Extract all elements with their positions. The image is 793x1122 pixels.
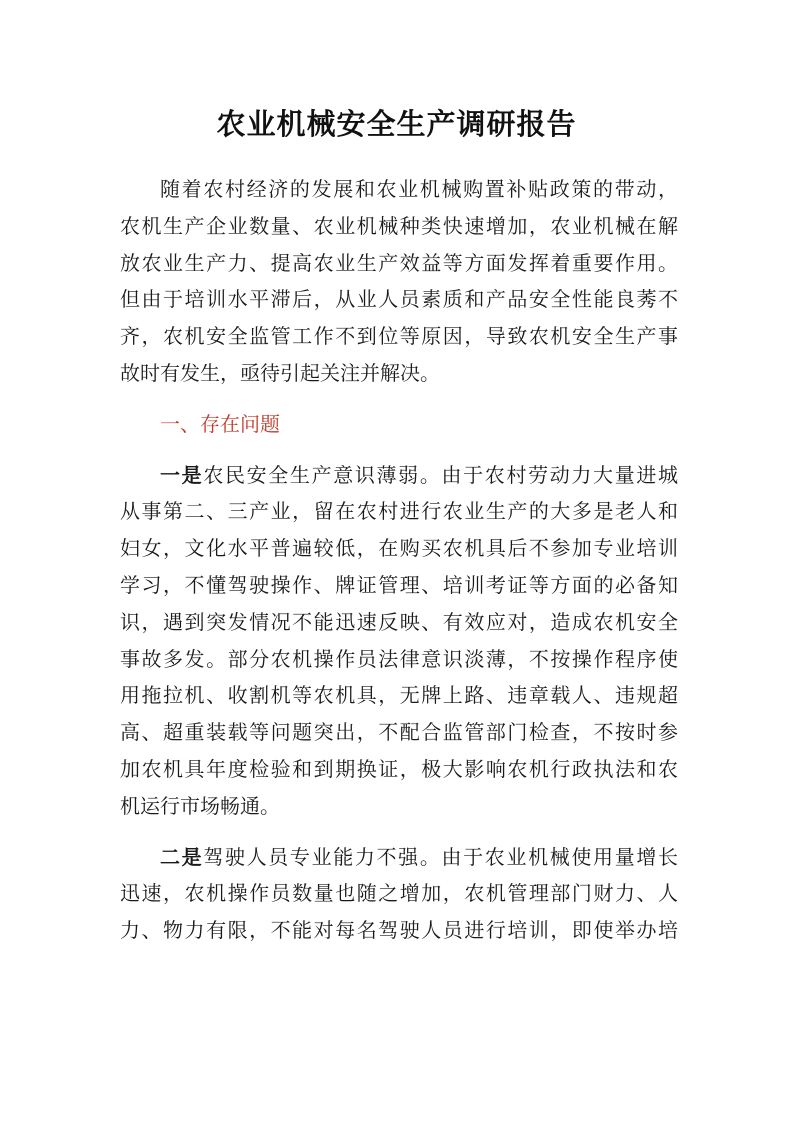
text-line: 妇女，文化水平普遍较低，在购买农机具后不参加专业培训 bbox=[120, 536, 678, 561]
text-line: 齐，农机安全监管工作不到位等原因，导致农机安全生产事 bbox=[120, 324, 678, 349]
point-lead: 二是 bbox=[160, 844, 204, 869]
text-line: 学习，不懂驾驶操作、牌证管理、培训考证等方面的必备知 bbox=[120, 572, 678, 597]
document-title: 农业机械安全生产调研报告 bbox=[216, 107, 577, 141]
point-text: 驾驶人员专业能力不强。由于农业机械使用量增长 bbox=[203, 844, 678, 869]
text-line: 从事第二、三产业，留在农村进行农业生产的大多是老人和 bbox=[120, 499, 678, 524]
text-line: 农机生产企业数量、农业机械种类快速增加，农业机械在解 bbox=[120, 213, 678, 238]
document-body bbox=[120, 171, 678, 949]
text-line: 用拖拉机、收割机等农机具，无牌上路、违章载人、违规超 bbox=[120, 683, 678, 708]
intro-paragraph bbox=[120, 171, 678, 392]
text-line: 力、物力有限，不能对每名驾驶人员进行培训，即使举办培 bbox=[120, 918, 678, 943]
text-line bbox=[120, 839, 678, 876]
point-one-paragraph bbox=[120, 457, 678, 825]
text-line: 加农机具年度检验和到期换证，极大影响农机行政执法和农 bbox=[120, 756, 678, 781]
paragraph-gap bbox=[120, 392, 678, 406]
text-line: 随着农村经济的发展和农业机械购置补贴政策的带动， bbox=[160, 177, 678, 201]
paragraph-gap bbox=[120, 443, 678, 457]
text-line: 放农业生产力、提高农业生产效益等方面发挥着重要作用。 bbox=[120, 250, 678, 275]
text-line: 识，遇到突发情况不能迅速反映、有效应对，造成农机安全 bbox=[120, 609, 678, 634]
paragraph-gap bbox=[120, 825, 678, 839]
text-line: 高、超重装载等问题突出，不配合监管部门检查，不按时参 bbox=[120, 720, 678, 745]
text-line: 但由于培训水平滞后，从业人员素质和产品安全性能良莠不 bbox=[120, 287, 678, 312]
text-line: 事故多发。部分农机操作员法律意识淡薄，不按操作程序使 bbox=[120, 646, 678, 671]
point-two-paragraph bbox=[120, 839, 678, 949]
text-line: 故时有发生，亟待引起关注并解决。 bbox=[120, 360, 440, 385]
text-line bbox=[120, 457, 678, 494]
point-text: 农民安全生产意识薄弱。由于农村劳动力大量进城 bbox=[203, 462, 678, 487]
text-line: 机运行市场畅通。 bbox=[120, 793, 280, 818]
section-heading: 一、存在问题 bbox=[160, 411, 280, 436]
text-line: 迅速，农机操作员数量也随之增加，农机管理部门财力、人 bbox=[120, 881, 678, 906]
point-lead: 一是 bbox=[160, 462, 204, 487]
